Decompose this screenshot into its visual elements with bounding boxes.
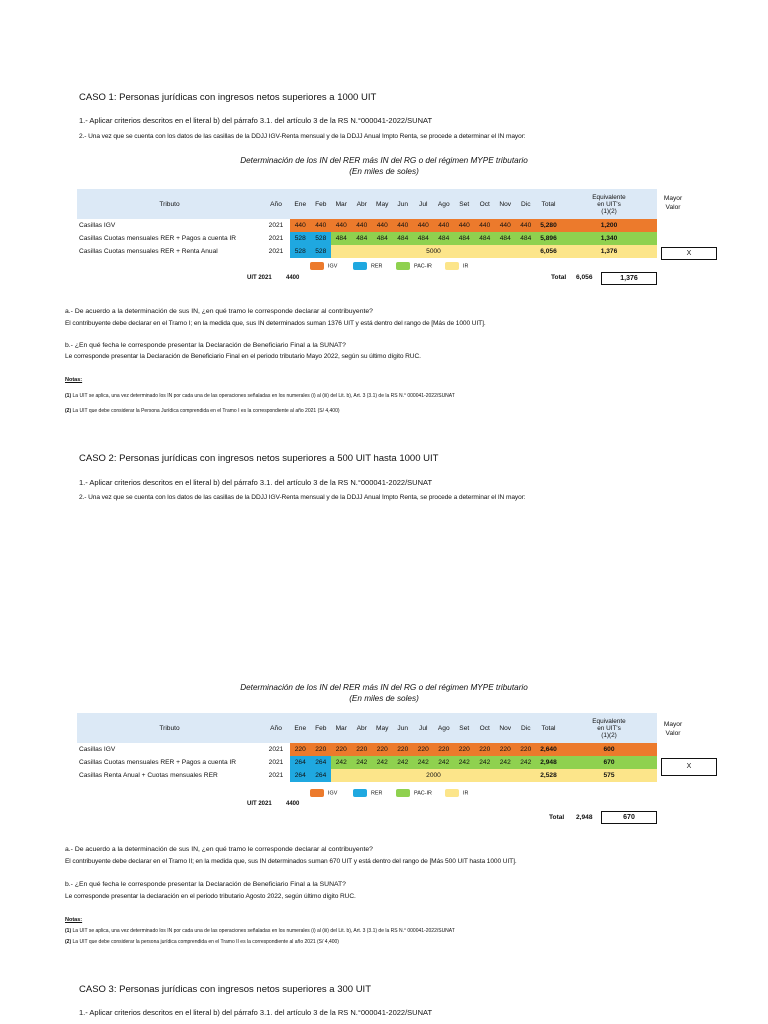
case1-table [77, 189, 657, 258]
row-label: Casillas Cuotas mensuales RER + Renta Anual [79, 248, 218, 255]
case2-note-1: (1) La UIT se aplica, una vez determinado los IN por cada una de las operaciones señaladas en los numerales (i) al (iii) del Lit. b), Art. 3 (3.1) de la RS N.° 000041-2022/SUNAT [65, 928, 455, 934]
case2-answer-b: Le corresponde presentar la declaración en el periodo tributario Agosto 2022, según último dígito RUC. [65, 893, 356, 900]
row-label: Casillas IGV [79, 746, 116, 753]
month-cell: 440 [434, 219, 455, 232]
month-cell: 440 [311, 219, 332, 232]
legend-rer: RER [353, 789, 382, 797]
month-cell: 484 [495, 232, 516, 245]
case2-title: CASO 2: Personas jurídicas con ingresos netos superiores a 500 UIT hasta 1000 UIT [79, 453, 439, 464]
legend-igv: IGV [310, 262, 337, 270]
legend-ir-swatch [445, 262, 459, 270]
header-month: Dic [516, 713, 537, 743]
case2-table-subtitle: (En miles de soles) [349, 694, 419, 703]
header-month: Abr [352, 189, 373, 219]
month-cell: 220 [495, 743, 516, 756]
case2-step1: 1.- Aplicar criterios descritos en el literal b) del párrafo 3.1. del artículo 3 de la RS N.°000041-2022/SUNAT [79, 478, 433, 487]
row-equivalente: 1,200 [561, 219, 657, 232]
month-cell: 528 [311, 232, 332, 245]
case1-uit-value: 4400 [286, 275, 300, 281]
month-cell: 484 [516, 232, 537, 245]
header-month: Jun [393, 713, 414, 743]
row-year: 2021 [268, 222, 284, 229]
table-row [77, 245, 657, 258]
row-year: 2021 [268, 248, 284, 255]
month-cell: 484 [413, 232, 434, 245]
month-cell: 220 [311, 743, 332, 756]
month-cell: 528 [311, 245, 332, 258]
case1-uit-label: UIT 2021 [247, 275, 272, 281]
row-equivalente: 575 [561, 769, 657, 782]
header-month: Jul [413, 713, 434, 743]
case1-notes-title: Notas: [65, 377, 83, 383]
header-month: Feb [311, 713, 332, 743]
month-cell: 220 [454, 743, 475, 756]
month-cell: 440 [413, 219, 434, 232]
header-month: Oct [475, 713, 496, 743]
header-month: Jun [393, 189, 414, 219]
row-total: 2,640 [536, 743, 561, 756]
case2-legend [310, 789, 480, 801]
month-cell: 264 [290, 769, 311, 782]
month-cell: 220 [352, 743, 373, 756]
legend-igv-swatch [310, 262, 324, 270]
case2-table [77, 713, 657, 782]
case1-answer-a: El contribuyente debe declarar en el Tramo I; en la medida que, sus IN determinados suman 1376 UIT y está dentro del rango de [Más de 1000 UIT]. [65, 320, 486, 327]
month-cell: 242 [331, 756, 352, 769]
row-equivalente: 600 [561, 743, 657, 756]
month-cell: 242 [434, 756, 455, 769]
month-cell: 220 [475, 743, 496, 756]
month-cell: 484 [434, 232, 455, 245]
legend-pacir-swatch [396, 262, 410, 270]
row-total: 5,896 [536, 232, 561, 245]
case1-question-b: b.- ¿En qué fecha le corresponde presentar la Declaración de Beneficiario Final a la SUNAT? [65, 342, 346, 349]
table-row [77, 232, 657, 245]
month-cell: 440 [331, 219, 352, 232]
month-cell: 242 [495, 756, 516, 769]
case2-total-value: 2,948 [576, 814, 593, 821]
legend-rer: RER [353, 262, 382, 270]
row-total: 6,056 [536, 245, 561, 258]
table-row [77, 743, 657, 756]
month-cell: 484 [454, 232, 475, 245]
header-total: Total [536, 713, 561, 743]
case2-total-box: 670 [601, 811, 657, 824]
legend-pacir: PAC-IR [396, 789, 432, 797]
header-total: Total [536, 189, 561, 219]
case2-mayor-valor-header [658, 720, 688, 738]
month-cell: 220 [331, 743, 352, 756]
case1-step2: 2.- Una vez que se cuenta con los datos de las casillas de la DDJJ IGV-Renta mensual y de la DDJJ Anual Impto Renta, se procede a determinar el IN mayor: [79, 133, 526, 140]
header-equivalente: Equivalente en UIT's (1)(2) [561, 713, 657, 743]
month-cell: 440 [516, 219, 537, 232]
header-month: Mar [331, 189, 352, 219]
month-cell: 440 [393, 219, 414, 232]
header-month: Feb [311, 189, 332, 219]
month-cell: 220 [290, 743, 311, 756]
header-month: Set [454, 713, 475, 743]
case2-question-a: a.- De acuerdo a la determinación de sus IN, ¿en qué tramo le corresponde declarar al contribuyente? [65, 846, 373, 853]
row-label: Casillas IGV [79, 222, 116, 229]
row-equivalente: 1,376 [561, 245, 657, 258]
case2-mayor-mark: X [661, 758, 717, 776]
case2-answer-a: El contribuyente debe declarar en el Tramo II; en la medida que, sus IN determinados suman 670 UIT y está dentro del rango de [Más 500 UIT hasta 1000 UIT]. [65, 858, 517, 865]
header-month: Ene [290, 713, 311, 743]
month-cell: 220 [372, 743, 393, 756]
mayor-line-2: Valor [665, 730, 681, 737]
month-cell: 484 [331, 232, 352, 245]
case2-total-label: Total [549, 814, 565, 821]
month-cell: 528 [290, 245, 311, 258]
month-cell: 440 [475, 219, 496, 232]
legend-pacir: PAC-IR [396, 262, 432, 270]
legend-ir-swatch [445, 789, 459, 797]
month-cell: 220 [413, 743, 434, 756]
month-cell: 264 [311, 756, 332, 769]
case1-total-value: 6,056 [576, 274, 593, 281]
row-total: 2,948 [536, 756, 561, 769]
header-month: Oct [475, 189, 496, 219]
month-cell: 242 [352, 756, 373, 769]
case2-notes-title: Notas: [65, 917, 83, 923]
header-anio: Año [262, 189, 290, 219]
case2-question-b: b.- ¿En qué fecha le corresponde presentar la Declaración de Beneficiario Final a la SUNAT? [65, 881, 346, 888]
header-month: Dic [516, 189, 537, 219]
month-cell: 242 [393, 756, 414, 769]
row-label: Casillas Cuotas mensuales RER + Pagos a cuenta IR [79, 759, 237, 766]
case2-step2: 2.- Una vez que se cuenta con los datos de las casillas de la DDJJ IGV-Renta mensual y de la DDJJ Anual Impto Renta, se procede a determinar el IN mayor: [79, 494, 526, 501]
header-month: May [372, 189, 393, 219]
table-row [77, 769, 657, 782]
month-cell: 242 [454, 756, 475, 769]
header-month: Abr [352, 713, 373, 743]
table-header-row [77, 713, 657, 743]
annual-cell: 2000 [331, 769, 536, 782]
header-equivalente: Equivalente en UIT's (1)(2) [561, 189, 657, 219]
month-cell: 440 [495, 219, 516, 232]
row-year: 2021 [268, 759, 284, 766]
case1-mayor-mark: X [661, 247, 717, 260]
case1-answer-b: Le corresponde presentar la Declaración de Beneficiario Final en el periodo tributario Mayo 2022, según su último dígito RUC. [65, 353, 421, 360]
case1-step1: 1.- Aplicar criterios descritos en el literal b) del párrafo 3.1. del artículo 3 de la RS N.°000041-2022/SUNAT [79, 116, 433, 125]
header-month: Jul [413, 189, 434, 219]
month-cell: 484 [475, 232, 496, 245]
case2-uit-label: UIT 2021 [247, 801, 272, 807]
month-cell: 220 [516, 743, 537, 756]
row-year: 2021 [268, 772, 284, 779]
header-tributo: Tributo [77, 189, 262, 219]
header-month: Ago [434, 713, 455, 743]
month-cell: 440 [454, 219, 475, 232]
row-equivalente: 670 [561, 756, 657, 769]
table-header-row [77, 189, 657, 219]
case1-table-title: Determinación de los IN del RER más IN del RG o del régimen MYPE tributario [240, 156, 528, 165]
month-cell: 242 [413, 756, 434, 769]
case1-total-label: Total [551, 274, 567, 281]
mayor-line-1: Mayor [663, 195, 683, 202]
table-row [77, 219, 657, 232]
month-cell: 220 [434, 743, 455, 756]
row-year: 2021 [268, 746, 284, 753]
header-month: Set [454, 189, 475, 219]
legend-ir: IR [445, 262, 468, 270]
header-tributo: Tributo [77, 713, 262, 743]
mayor-line-2: Valor [665, 204, 681, 211]
annual-cell: 5000 [331, 245, 536, 258]
legend-igv: IGV [310, 789, 337, 797]
month-cell: 484 [372, 232, 393, 245]
month-cell: 242 [372, 756, 393, 769]
month-cell: 440 [290, 219, 311, 232]
month-cell: 264 [311, 769, 332, 782]
header-anio: Año [262, 713, 290, 743]
case1-title: CASO 1: Personas jurídicas con ingresos netos superiores a 1000 UIT [79, 92, 377, 103]
case1-legend [310, 262, 480, 274]
legend-rer-swatch [353, 262, 367, 270]
row-label: Casillas Renta Anual + Cuotas mensuales RER [79, 772, 218, 779]
case3-step1: 1.- Aplicar criterios descritos en el literal b) del párrafo 3.1. del artículo 3 de la RS N.°000041-2022/SUNAT [79, 1008, 433, 1017]
table-row [77, 756, 657, 769]
month-cell: 264 [290, 756, 311, 769]
row-label: Casillas Cuotas mensuales RER + Pagos a cuenta IR [79, 235, 237, 242]
row-year: 2021 [268, 235, 284, 242]
row-total: 2,528 [536, 769, 561, 782]
header-month: Ago [434, 189, 455, 219]
month-cell: 440 [352, 219, 373, 232]
header-month: Mar [331, 713, 352, 743]
legend-ir: IR [445, 789, 468, 797]
case1-note-1: (1) La UIT se aplica, una vez determinado los IN por cada una de las operaciones señaladas en los numerales (i) al (iii) del Lit. b), Art. 3 (3.1) de la RS N.° 000041-2022/SUNAT [65, 393, 455, 399]
month-cell: 528 [290, 232, 311, 245]
header-month: Nov [495, 189, 516, 219]
case1-question-a: a.- De acuerdo a la determinación de sus IN, ¿en qué tramo le corresponde declarar al contribuyente? [65, 308, 373, 315]
month-cell: 242 [475, 756, 496, 769]
case2-note-2: (2) La UIT que debe considerar la persona jurídica comprendida en el Tramo II es la correspondiente al año 2021 (S/ 4,400) [65, 939, 339, 945]
legend-igv-swatch [310, 789, 324, 797]
row-total: 5,280 [536, 219, 561, 232]
row-equivalente: 1,340 [561, 232, 657, 245]
legend-rer-swatch [353, 789, 367, 797]
case3-title: CASO 3: Personas jurídicas con ingresos netos superiores a 300 UIT [79, 984, 372, 995]
case2-uit-value: 4400 [286, 801, 300, 807]
month-cell: 220 [393, 743, 414, 756]
month-cell: 484 [352, 232, 373, 245]
mayor-line-1: Mayor [663, 721, 683, 728]
legend-pacir-swatch [396, 789, 410, 797]
month-cell: 440 [372, 219, 393, 232]
case1-note-2: (2) La UIT que debe considerar la Persona Jurídica comprendida en el Tramo I es la correspondiente al año 2021 (S/ 4,400) [65, 408, 340, 414]
case1-mayor-valor-header [658, 194, 688, 212]
case1-table-subtitle: (En miles de soles) [349, 167, 419, 176]
month-cell: 242 [516, 756, 537, 769]
header-month: Nov [495, 713, 516, 743]
header-month: Ene [290, 189, 311, 219]
header-month: May [372, 713, 393, 743]
case2-table-title: Determinación de los IN del RER más IN del RG o del régimen MYPE tributario [240, 683, 528, 692]
month-cell: 484 [393, 232, 414, 245]
case1-total-box: 1,376 [601, 272, 657, 285]
